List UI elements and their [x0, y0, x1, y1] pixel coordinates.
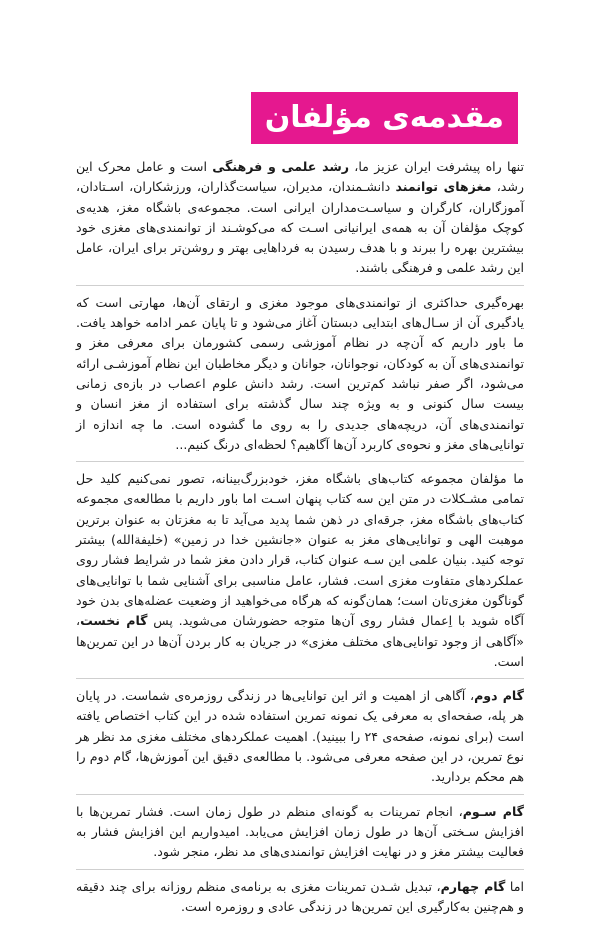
text-segment: دانشـمندان، مدیران، سیاست‌گذاران، ورزشکاران، اسـتادان، آموزگاران، کارگران و سیاسـت‌مداران ایرانی است. مجموعه‌ی باشگاه مغز، هدیه‌ی کوچک مؤلفان آن به همه‌ی ایرانیانی اسـت که می‌کوشـند از توانمندی‌های مغزی خود بیشترین بهره را ببرند و با هدف رسیدن به فرداهایی بهتر و روشن‌تر برای ایران، عامل این رشد علمی و فرهنگی باشند.	[76, 179, 524, 276]
text-segment: بهره‌گیری حداکثری از توانمندی‌های موجود مغزی و ارتقای آن‌ها، مهارتی است که یادگیری آن از سـال‌های ابتدایی دبستان آغاز می‌شود و تا پایان عمر ادامه خواهد یافت. ما باور داریم که آن‌چه در نظام آموزشی رسمی کشورمان برای معرفی مغز و توانمندی‌های آن به کودکان، نوجوانان، جوانان و دیگر مخاطبان این نظام آموزشـی ارائه می‌شود، اگر صفر نباشد کم‌ترین است. رشد دانش علوم اعصاب در بازه‌ی زمانی بیست سال کنونی و به ویژه چند سال گذشته برای استفاده از مغز انسان و توانمندی‌های آن، دریچه‌های جدیدی را به روی ما گشوده است. ما چه اندازه از توانایی‌های مغز و نحوه‌ی کاربرد آن‌ها آگاهیم؟ لحظه‌ای درنگ کنیم...	[76, 294, 524, 452]
text-segment: تنها راه پیشرفت ایران عزیز ما،	[348, 159, 524, 174]
bold-text: مغزهای توانمند	[395, 179, 492, 195]
page-title: مقدمه‌ی مؤلفان	[251, 92, 518, 144]
bold-text: گام دوم	[474, 688, 524, 704]
text-segment: ، تبدیل شـدن تمرینات مغزی به برنامه‌ی منظم روزانه برای چند دقیقه و هم‌چنین به‌کارگیری این تمرین‌ها در زندگی عادی و روزمره است.	[76, 878, 524, 914]
paragraph	[76, 686, 524, 794]
bold-text: گام سـوم	[462, 803, 524, 819]
paragraph	[76, 802, 524, 870]
paragraph	[76, 157, 524, 286]
bold-text: رشد علمی و فرهنگی	[212, 159, 349, 174]
text-segment: ، انجام تمرینات به گونه‌ای منظم در طول زمان است. فشار تمرین‌ها با افزایش سـختی آن‌ها در طول زمان افزایش می‌یابد. امیدواریم این افزایش فشار به فعالیت بیشتر مغز و در نهایت افزایش توانمندی‌های مد نظر، منجر شود.	[76, 803, 524, 860]
text-segment: ، آگاهی از اهمیت و اثر این توانایی‌ها در زندگی روزمره‌ی شماست. در پایان هر پله، صفحه‌ای به معرفی یک نمونه تمرین استفاده شده در این کتاب اختصاص یافته است (برای نمونه، صفحه‌ی ۲۴ را ببینید). اهمیت عملکردهای مختلف مغزی مد نظر هر نوع تمرین، در این صفحه معرفی می‌شود. با مطالعه‌ی دقیق این آموزش‌ها، گام دوم را هم محکم بردارید.	[76, 688, 525, 785]
paragraph	[76, 469, 524, 679]
bold-text: گام چهارم	[440, 878, 506, 894]
text-segment: اما	[505, 878, 524, 894]
body-text	[76, 157, 524, 930]
text-segment: ما مؤلفان مجموعه کتاب‌های باشگاه مغز، خودبزرگ‌بینانه، تصور نمی‌کنیم کلید حل تمامی مشـکلات در متن این سه کتاب پنهان اسـت اما باور داریم با مطالعه‌ی مجموعه کتاب‌های باشگاه مغز، جرقه‌ای در ذهن شما پدید می‌آید تا به مغزتان به عنوان برترین موهبت الهی و توانایی‌های مغز به عنوان «جانشین خدا در زمین» (خلیفةالله) بیشتر توجه کنید. بنیان علمی این سـه عنوان کتاب، قرار دادن مغز شما در شرایط فشار روی عملکردهای متفاوت مغزی است. فشار، عامل مناسبی برای آشنایی شما با توانایی‌های گوناگون مغزی‌تان است؛ همان‌گونه که هرگاه می‌خواهید از وضعیت عضله‌های بدن خود آگاه شوید با اِعمال فشار روی آن‌ها متوجه حضورشان می‌شوید. پس	[76, 471, 524, 629]
text-segment: است و عامل محرک این رشد،	[76, 159, 524, 195]
paragraph	[76, 877, 524, 924]
bold-text: گام نخست	[80, 613, 148, 629]
paragraph	[76, 293, 524, 462]
text-segment: ، «آگاهی از وجود توانایی‌های مختلف مغزی» در جریان به کار بردن آن‌ها در این تمرین‌ها است.	[76, 613, 524, 669]
